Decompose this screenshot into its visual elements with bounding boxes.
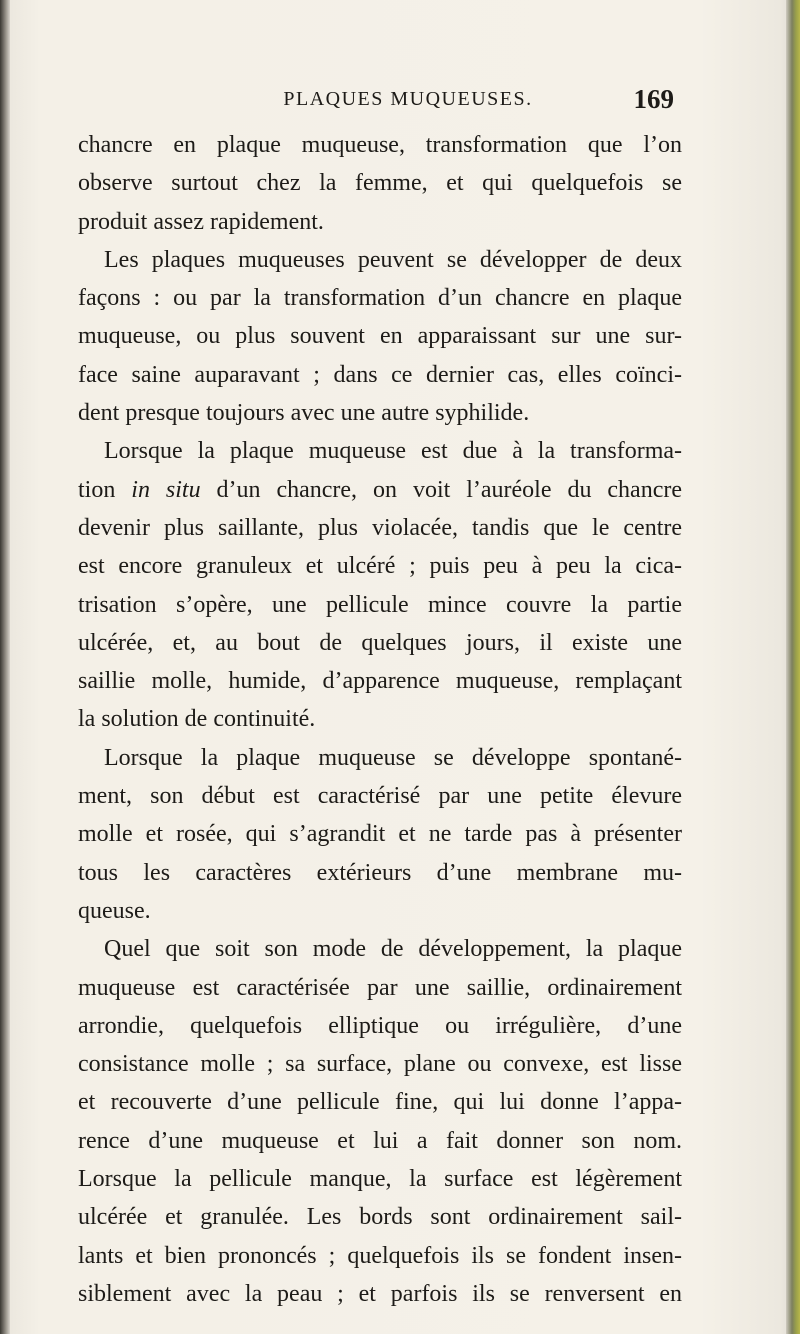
text-line: chancre en plaque muqueuse, transformation que l’on (78, 132, 682, 158)
page-header (78, 84, 698, 122)
text-line: ulcérée, et, au bout de quelques jours, il existe une (78, 629, 682, 656)
text-line: Lorsque la plaque muqueuse se développe spontané- (104, 744, 682, 771)
text-line: tous les caractères extérieurs d’une membrane mu- (78, 859, 682, 886)
text-line: produit assez rapidement. (78, 208, 324, 235)
text-line: ment, son début est caractérisé par une petite élevure (78, 783, 682, 810)
text-line: et recouverte d’une pellicule fine, qui lui donne l’appa- (78, 1089, 682, 1116)
text-line: saillie molle, humide, d’apparence muqueuse, remplaçant (78, 668, 682, 695)
body-text (78, 126, 682, 1313)
running-title: PLAQUES MUQUEUSES. (283, 88, 533, 110)
text-line: muqueuse est caractérisée par une saillie, ordinairement (78, 974, 682, 1001)
text-line: lants et bien prononcés ; quelquefois ils se fondent insen- (78, 1242, 682, 1269)
text-line: Les plaques muqueuses peuvent se développer de deux (104, 246, 682, 273)
text-line: queuse. (78, 897, 151, 924)
text-line (78, 471, 682, 509)
book-binding-shadow (0, 0, 10, 1334)
text-line: est encore granuleux et ulcéré ; puis peu à peu la cica- (78, 553, 682, 580)
text-line-end: d’un chancre, on voit l’auréole du chancre (200, 476, 682, 503)
text-line: Lorsque la plaque muqueuse est due à la transforma- (104, 438, 682, 465)
text-line: façons : ou par la transformation d’un chancre en plaque (78, 285, 682, 312)
italic-phrase: in situ (131, 476, 201, 503)
text-line: ulcérée et granulée. Les bords sont ordinairement sail- (78, 1204, 682, 1231)
text-line: observe surtout chez la femme, et qui quelquefois se (78, 170, 682, 197)
text-line: la solution de continuité. (78, 706, 316, 733)
text-line: devenir plus saillante, plus violacée, tandis que le centre (78, 514, 682, 541)
text-line: consistance molle ; sa surface, plane ou convexe, est lisse (78, 1051, 682, 1078)
text-line: arrondie, quelquefois elliptique ou irrégulière, d’une (78, 1012, 682, 1039)
text-line: Lorsque la pellicule manque, la surface est légèrement (78, 1166, 682, 1193)
text-line: rence d’une muqueuse et lui a fait donner son nom. (78, 1127, 682, 1154)
text-line-start: tion (78, 476, 132, 503)
text-line: dent presque toujours avec une autre syphilide. (78, 400, 530, 427)
text-line: trisation s’opère, une pellicule mince couvre la partie (78, 591, 682, 618)
page-edge (786, 0, 800, 1334)
text-line: face saine auparavant ; dans ce dernier cas, elles coïnci- (78, 361, 682, 388)
text-line: siblement avec la peau ; et parfois ils se renversent en (78, 1280, 682, 1307)
page-number: 169 (633, 84, 674, 114)
text-line: molle et rosée, qui s’agrandit et ne tarde pas à présenter (78, 821, 682, 848)
text-line: muqueuse, ou plus souvent en apparaissant sur une sur- (78, 323, 682, 350)
text-line: Quel que soit son mode de développement, la plaque (104, 936, 682, 963)
